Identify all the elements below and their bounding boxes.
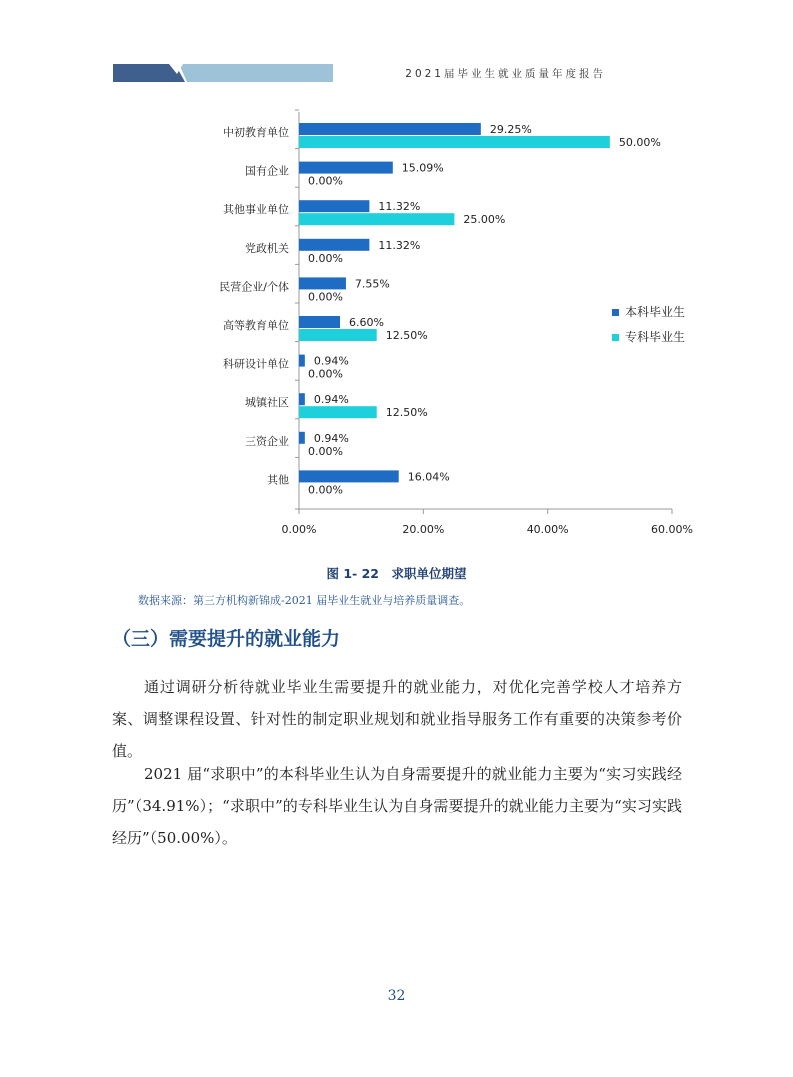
figure-source-note: 数据来源：第三方机构新锦成-2021 届毕业生就业与培养质量调查。 <box>138 594 471 607</box>
bar-undergrad <box>299 162 393 174</box>
legend-label: 本科毕业生 <box>625 305 686 319</box>
data-label: 12.50% <box>385 329 428 342</box>
bar-undergrad <box>299 200 369 212</box>
data-label: 12.50% <box>385 406 428 420</box>
data-label: 7.55% <box>354 277 390 291</box>
data-label: 0.94% <box>313 431 349 445</box>
category-label: 中初教育单位 <box>223 126 289 139</box>
data-label: 0.00% <box>308 174 343 188</box>
bar-undergrad <box>299 239 369 251</box>
page-number: 32 <box>387 988 406 1004</box>
data-label: 0.00% <box>308 290 343 304</box>
data-label: 50.00% <box>618 136 661 149</box>
data-label: 0.00% <box>308 251 343 265</box>
bar-undergrad <box>299 355 305 367</box>
category-label: 其他 <box>267 473 289 487</box>
data-label: 25.00% <box>463 213 506 227</box>
category-label: 城镇社区 <box>245 396 289 410</box>
legend-swatch <box>612 309 619 316</box>
body-paragraph-2: 2021 届“求职中”的本科毕业生认为自身需要提升的就业能力主要为“实习实践经历”（34.91%）；“求职中”的专科毕业生认为自身需要提升的就业能力主要为“实习实践经历”（50.00%）。 <box>112 765 682 847</box>
data-label: 0.00% <box>308 444 343 458</box>
bar-undergrad <box>299 470 399 482</box>
figure-caption: 图 1- 22 求职单位期望 <box>326 566 467 581</box>
data-label: 0.94% <box>313 393 349 407</box>
x-tick-label: 60.00% <box>651 523 693 536</box>
data-label: 29.25% <box>489 123 532 136</box>
data-label: 11.32% <box>378 200 421 214</box>
bar-undergrad <box>299 316 340 328</box>
category-label: 民营企业/个体 <box>219 280 289 294</box>
bar-college <box>299 406 377 418</box>
x-tick-label: 0.00% <box>281 523 317 536</box>
body-paragraph-1: 通过调研分析待就业毕业生需要提升的就业能力，对优化完善学校人才培养方案、调整课程设置、针对性的制定职业规划和就业指导服务工作有重要的决策参考价值。 <box>112 678 682 760</box>
x-tick-label: 20.00% <box>402 523 445 536</box>
legend-swatch <box>612 334 619 341</box>
category-label: 其他事业单位 <box>223 203 289 217</box>
data-label: 15.09% <box>401 161 444 175</box>
bar-undergrad <box>299 277 346 289</box>
category-label: 三资企业 <box>245 434 289 448</box>
data-label: 6.60% <box>349 316 384 329</box>
data-label: 0.00% <box>308 483 343 497</box>
data-label: 11.32% <box>378 238 421 252</box>
bar-undergrad <box>299 393 305 405</box>
bar-college <box>299 329 377 341</box>
bar-undergrad <box>299 432 305 444</box>
category-label: 科研设计单位 <box>223 357 289 371</box>
category-label: 党政机关 <box>245 241 289 255</box>
report-header-title: 2021届毕业生就业质量年度报告 <box>405 68 606 80</box>
category-label: 高等教育单位 <box>223 319 289 332</box>
bar-college <box>299 213 454 225</box>
section-heading: （三）需要提升的就业能力 <box>112 628 341 650</box>
bar-college <box>299 136 610 148</box>
bar-undergrad <box>299 123 481 135</box>
data-label: 0.00% <box>308 367 343 381</box>
x-tick-label: 40.00% <box>526 523 569 536</box>
data-label: 0.94% <box>313 354 349 368</box>
data-label: 16.04% <box>407 470 450 484</box>
legend-label: 专科毕业生 <box>625 330 686 344</box>
category-label: 国有企业 <box>245 164 289 178</box>
